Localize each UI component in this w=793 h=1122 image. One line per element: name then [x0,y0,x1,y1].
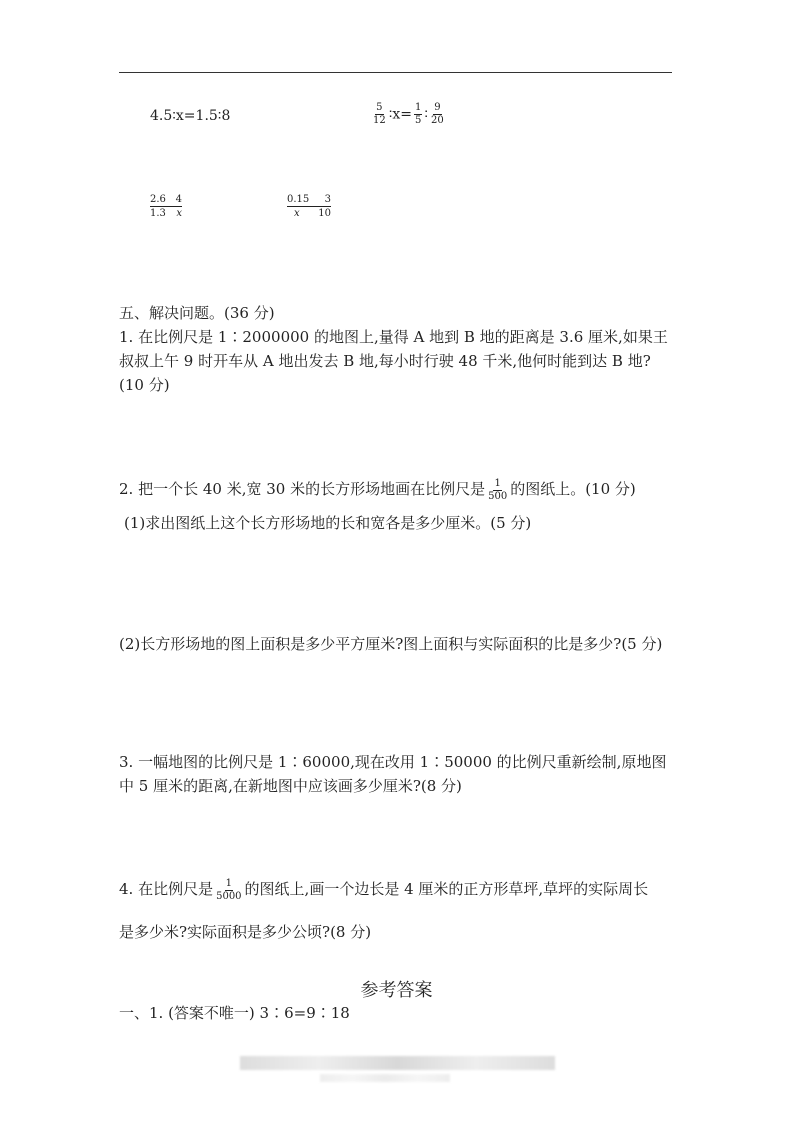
fraction: $\frac{1}{500}$ [488,477,508,502]
question-3: 3. 一幅地图的比例尺是 1∶60000,现在改用 1∶50000 的比例尺重新绘制,原地图中 5 厘米的距离,在新地图中应该画多少厘米?(8 分) [119,753,667,795]
answers-heading: 参考答案 [360,980,433,1001]
fraction: $\frac{5}{12}$ [373,102,386,126]
fraction: $\frac{1}{5}$ [415,102,422,126]
question-4-line-2: 是多少米?实际面积是多少公顷?(8 分) [119,923,372,941]
top-rule [119,72,672,73]
section-title: 五、解决问题。(36 分) [119,304,275,322]
equation-1: 4.5∶x=1.5∶8 [150,108,231,124]
fraction: $\frac{1}{5000}$ [216,877,242,902]
equation-3: 2.6 4 1.3 x [150,194,182,219]
question-4: 4. 在比例尺是 $\frac{1}{5000}$ 的图纸上,画一个边长是 4 厘米的正方形草坪,草坪的实际周长 [119,877,649,902]
question-2-part-1: (1)求出图纸上这个长方形场地的长和宽各是多少厘米。(5 分) [124,514,532,532]
question-2-part-2: (2)长方形场地的图上面积是多少平方厘米?图上面积与实际面积的比是多少?(5 分) [119,635,663,653]
question-2: 2. 把一个长 40 米,宽 30 米的长方形场地画在比例尺是 $\frac{1}{500}$ 的图纸上。(10 分) [119,477,636,502]
equation-2: $\frac{5}{12}$ ∶x= $\frac{1}{5}$ ∶ $\frac{9}{20}$ [373,102,444,126]
fraction: $\frac{9}{20}$ [431,102,444,126]
question-1: 1. 在比例尺是 1∶2000000 的地图上,量得 A 地到 B 地的距离是 3.6 厘米,如果王叔叔上午 9 时开车从 A 地出发去 B 地,每小时行驶 48 千米,他何时能到达 B 地?(10 分) [119,328,668,394]
blurred-watermark [240,1056,555,1070]
answer-line-1: 一、1. (答案不唯一) 3∶6=9∶18 [119,1004,350,1022]
equation-4: 0.15 3 x 10 [287,194,331,219]
blurred-watermark [320,1074,450,1082]
